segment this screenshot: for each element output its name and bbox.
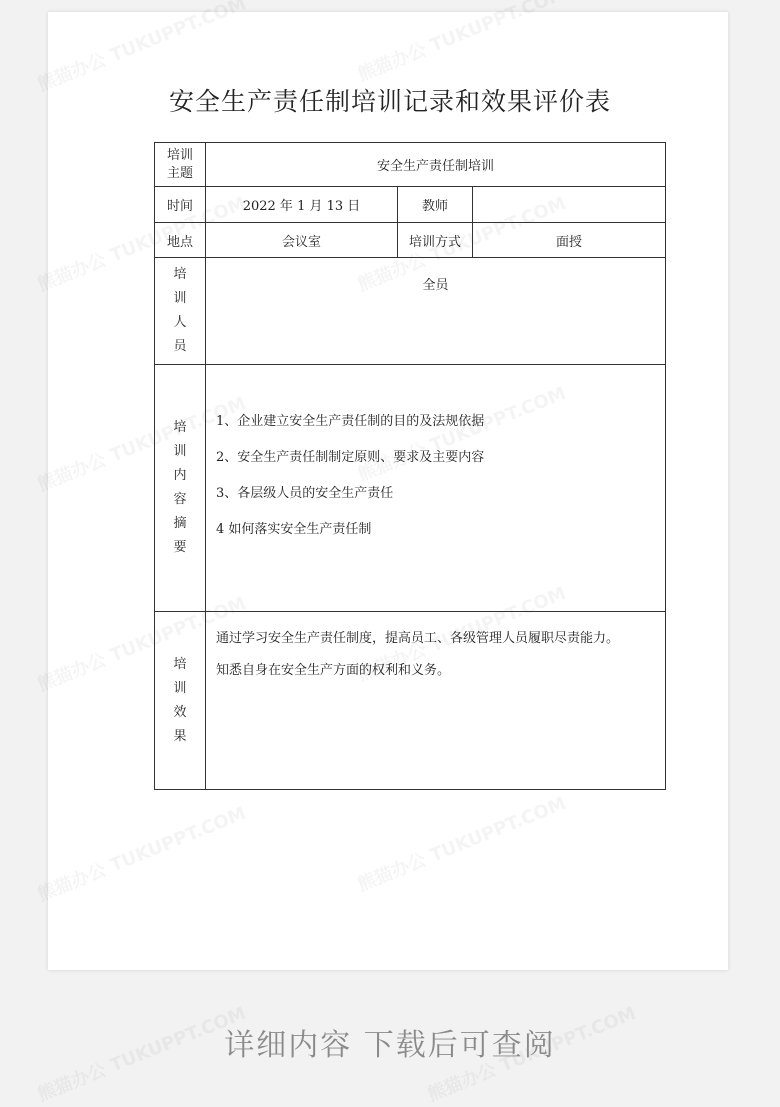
- content-item: 4 如何落实安全生产责任制: [216, 522, 372, 537]
- content-item: 1、企业建立安全生产责任制的目的及法规依据: [216, 414, 485, 429]
- download-hint: 详细内容 下载后可查阅: [224, 1028, 556, 1063]
- teacher-label: 教师: [398, 187, 473, 223]
- effect-row: [155, 612, 666, 790]
- persons-value-cell: [206, 258, 666, 365]
- topic-row: [155, 143, 666, 187]
- effect-item: 通过学习安全生产责任制度，提高员工、各级管理人员履职尽责能力。: [216, 631, 620, 646]
- persons-label: 培训人员: [155, 258, 206, 365]
- content-summary: [206, 365, 666, 612]
- effect-summary: [206, 612, 666, 790]
- method-label: 培训方式: [398, 223, 473, 258]
- effect-item: 知悉自身在安全生产方面的权利和义务。: [216, 663, 451, 678]
- time-label: 时间: [155, 187, 206, 223]
- topic-label: 培训 主题: [155, 143, 206, 187]
- content-item: 2、安全生产责任制制定原则、要求及主要内容: [216, 450, 485, 465]
- place-row: [155, 223, 666, 258]
- persons-row: [155, 258, 666, 365]
- place-value: 会议室: [206, 223, 398, 258]
- training-record-table: [154, 142, 666, 790]
- time-row: [155, 187, 666, 223]
- content-label: 培训内容摘要: [155, 365, 206, 612]
- place-label: 地点: [155, 223, 206, 258]
- method-value: 面授: [473, 223, 666, 258]
- content-row: [155, 365, 666, 612]
- content-item: 3、各层级人员的安全生产责任: [216, 486, 394, 501]
- persons-value: 全员: [422, 278, 449, 293]
- teacher-value: [473, 187, 666, 223]
- time-value: 2022 年 1 月 13 日: [206, 187, 398, 223]
- effect-label: 培训效果: [155, 612, 206, 790]
- document-title: 安全生产责任制培训记录和效果评价表: [168, 87, 611, 116]
- topic-value: 安全生产责任制培训: [206, 143, 666, 187]
